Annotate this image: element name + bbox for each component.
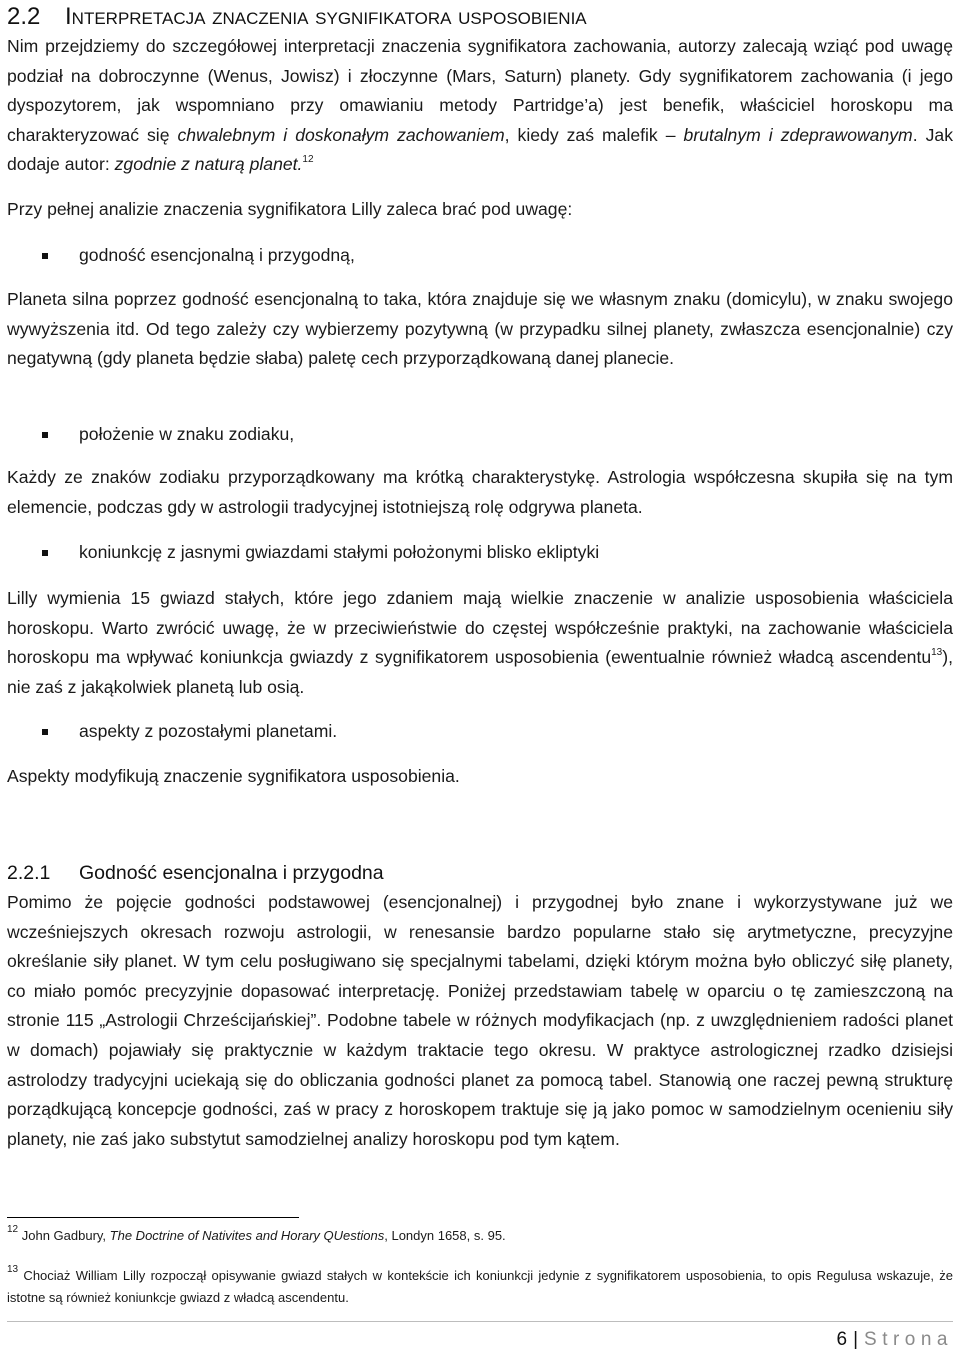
intro-italic: brutalnym i zdeprawowanym (683, 124, 913, 145)
footnote-13 (7, 1265, 953, 1309)
intro-text: , kiedy zaś malefik – (504, 124, 684, 145)
footnote-separator (7, 1217, 299, 1218)
section-number: 2.2 (7, 3, 41, 30)
page-label: Strona (864, 1329, 953, 1350)
page-number: 6 (836, 1329, 848, 1350)
footnote-number: 12 (7, 1224, 19, 1235)
footnote-text: Chociaż William Lilly rozpoczął opisywanie gwiazd stałych w kontekście ich koniunkcji jedynie z sygnifikatorem usposobienia, to opis Regulusa wskazuje, że istotne są również koniunkcje gwiazd z władcą ascendentu. (7, 1268, 953, 1305)
footer-divider (7, 1321, 953, 1322)
page-footer (837, 1327, 954, 1353)
bullet-text: aspekty z pozostałymi planetami. (79, 721, 338, 741)
lead-paragraph: Przy pełnej analizie znaczenia sygnifikatora Lilly zaleca brać pod uwagę: (7, 199, 573, 219)
intro-paragraph (7, 32, 953, 180)
footnote-reference: 12 (302, 154, 314, 166)
aspects-paragraph: Aspekty modyfikują znaczenie sygnifikatora usposobienia. (7, 766, 460, 786)
bullet-square-icon (42, 550, 48, 556)
stars-text: ), nie zaś z jakąkolwiek planetą lub osią. (7, 647, 953, 697)
bullet-square-icon (42, 729, 48, 735)
subsection-title: Godność esencjonalna i przygodna (79, 862, 384, 884)
dignity-paragraph: Planeta silna poprzez godność esencjonalną to taka, która znajduje się we własnym znaku (domicylu), w znaku swojego wywyższenia itd. Od tego zależy czy wybierzemy pozytywną (w przypadku silnej planety, zwłaszcza esencjonalnie) czy negatywną (gdy planeta będzie słaba) paletę cech przyporządkowaną danej planecie. (7, 289, 953, 369)
intro-text: Nim przejdziemy do szczegółowej interpretacji znaczenia sygnifikatora zachowania, autorzy zalecają wziąć pod uwagę podział na dobroczynne (Wenus, Jowisz) i złoczynne (Mars, Saturn) planety. Gdy sygnifikatorem zachowania (i jego dyspozytorem, jak wspomniano przy omawianiu metody Partridge’a) jest benefik, właściciel horoskopu ma charakteryzować się (7, 36, 953, 145)
footnote-italic: The Doctrine of Nativites and Horary QUestions (109, 1228, 385, 1243)
subsection-number: 2.2.1 (7, 862, 51, 884)
footnote-text: John Gadbury, (18, 1228, 110, 1243)
section-title: Interpretacja znaczenia sygnifikatora usposobienia (65, 3, 587, 30)
bullet-text: położenie w znaku zodiaku, (79, 424, 295, 444)
footer-separator: | (853, 1329, 859, 1350)
subsection-paragraph: Pomimo że pojęcie godności podstawowej (esencjonalnej) i przygodnej było znane i wykorzystywane już we wcześniejszych okresach rozwoju astrologii, w renesansie bardzo popularne stało się arytmetyczne, precyzyjne określanie siły planet. W tym celu posługiwano się specjalnymi tabelami, dzięki którym można było obliczyć siłę planety, co miało pomóc precyzyjnie dopasować interpretację. Poniżej przedstawiam tabelę w oparciu o tę zamieszczoną na stronie 115 „Astrologii Chrześcijańskiej”. Podobne tabele w różnych modyfikacjach (np. z uwzględnieniem radości planet w domach) pojawiały się praktycznie w każdym traktacie tego okresu. W praktyce astrologicznej rzadko dzisiejsi astrolodzy tradycyjni uciekają się do obliczania godności planet za pomocą tabel. Stanowią one raczej pewną strukturę porządkującą koncepcje godności, zaś w pracy z horoskopem traktuje się ją jako pomoc w samodzielnym ocenieniu siły planety, nie zaś jako substytut samodzielnej analizy horoskopu pod tym kątem. (7, 892, 953, 1149)
footnote-text: , Londyn 1658, s. 95. (384, 1228, 506, 1243)
stars-paragraph (7, 584, 953, 702)
bullet-text: koniunkcję z jasnymi gwiazdami stałymi położonymi blisko ekliptyki (79, 542, 600, 562)
footnote-reference: 13 (931, 647, 943, 659)
stars-text: Lilly wymienia 15 gwiazd stałych, które jego zdaniem mają wielkie znaczenie w analizie usposobienia właściciela horoskopu. Warto zwrócić uwagę, że w przeciwieństwie do częstej współcześnie praktyki, na zachowanie właściciela horoskopu ma wpływać koniunkcja gwiazdy z sygnifikatorem usposobienia (ewentualnie również władcą ascendentu (7, 588, 953, 668)
footnote-number: 13 (7, 1264, 19, 1275)
subsection-heading (7, 858, 953, 888)
intro-italic: chwalebnym i doskonałym zachowaniem (177, 124, 505, 145)
footnote-12 (7, 1225, 953, 1247)
section-heading (7, 2, 953, 32)
intro-text: . Jak dodaje autor: (7, 124, 953, 175)
bullet-square-icon (42, 432, 48, 438)
bullet-square-icon (42, 253, 48, 259)
intro-italic: zgodnie z naturą planet. (114, 154, 303, 175)
zodiac-paragraph: Każdy ze znaków zodiaku przyporządkowany ma krótką charakterystykę. Astrologia współczesna skupiła się na tym elemencie, podczas gdy w astrologii tradycyjnej istotniejszą rolę odgrywa planeta. (7, 467, 953, 517)
bullet-text: godność esencjonalną i przygodną, (79, 245, 355, 265)
